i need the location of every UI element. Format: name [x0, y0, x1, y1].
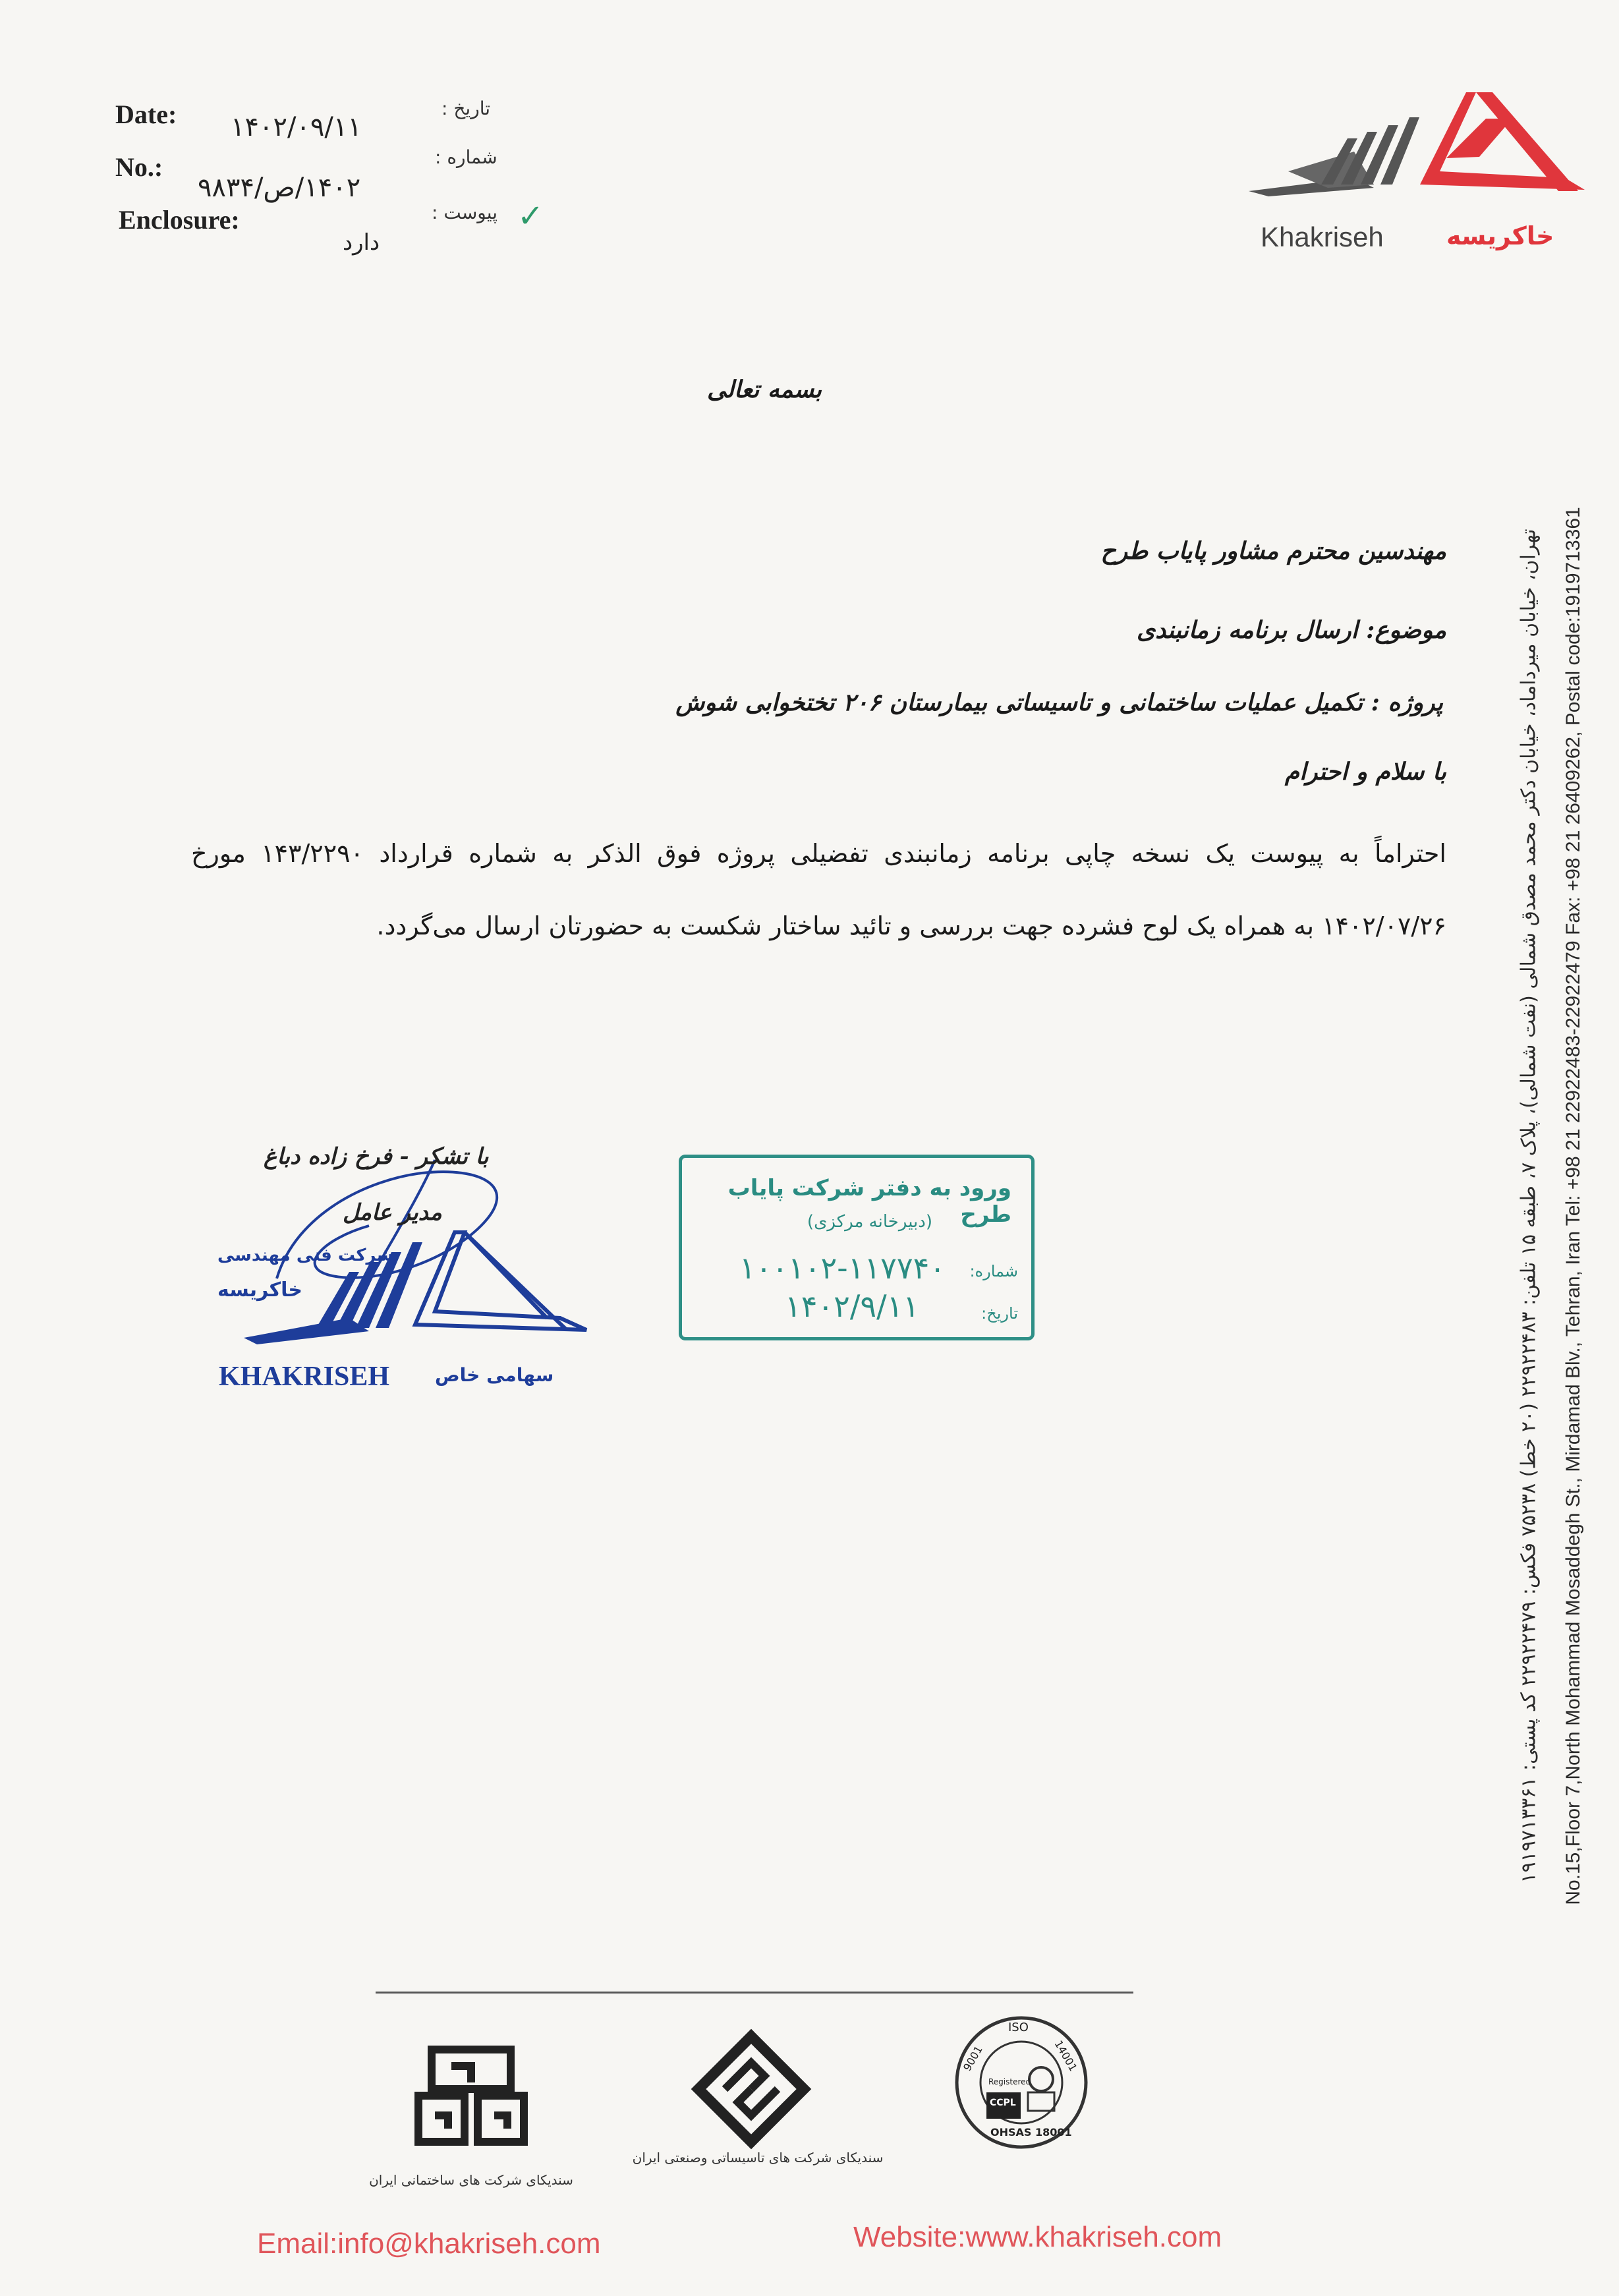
number-label-en: No.: [115, 152, 163, 182]
number-label-fa: شماره : [435, 146, 497, 168]
cert2-caption: سندیکای شرکت های تاسیساتی وصنعتی ایران [632, 2150, 884, 2166]
signature-thanks: با تشکر - فرخ زاده دباغ [264, 1143, 489, 1170]
date-label-fa: تاریخ : [441, 98, 491, 119]
stamp-subtitle: (دبیرخانه مرکزی) [807, 1212, 932, 1232]
stamp-number-value: ۱۰۰۱۰۲-۱۱۷۷۴۰ [739, 1250, 946, 1286]
greeting: با سلام و احترام [1284, 758, 1446, 786]
iso-left: 9001 [960, 2044, 985, 2073]
iso-registered: Registered [988, 2077, 1031, 2086]
date-value: ۱۴۰۲/۰۹/۱۱ [231, 112, 362, 142]
project-line: پروژه : تکمیل عملیات ساختمانی و تاسیساتی بیمارستان ۲۰۶ تختخوابی شوش [675, 689, 1443, 716]
stamp-date-value: ۱۴۰۲/۹/۱۱ [785, 1288, 919, 1324]
subject-line: موضوع: ارسال برنامه زمانبندی [1136, 616, 1446, 644]
enclosure-value: دارد [343, 229, 380, 256]
construction-syndicate-logo-icon [405, 2036, 537, 2168]
enclosure-label-fa: پیوست : [432, 202, 497, 223]
check-mark-icon: ✓ [517, 198, 544, 235]
recipient: مهندسین محترم مشاور پایاب طرح [1100, 537, 1446, 565]
receipt-stamp [679, 1155, 1035, 1340]
date-label-en: Date: [115, 100, 177, 129]
footer-email[interactable]: Email:info@khakriseh.com [257, 2227, 601, 2260]
enclosure-label-en: Enclosure: [119, 205, 240, 235]
installation-syndicate-logo-icon [685, 2023, 817, 2155]
iso-top: ISO [1008, 2021, 1029, 2034]
khakriseh-logo-icon [1249, 79, 1591, 224]
stamp-company-type: سهامی خاص [435, 1364, 554, 1386]
iso-bottom: OHSAS 18001 [990, 2126, 1072, 2138]
stamp-date-label: تاریخ: [981, 1304, 1018, 1323]
footer-website[interactable]: Website:www.khakriseh.com [853, 2221, 1222, 2253]
stamp-company-fa: شرکت فنی مهندسی [217, 1246, 394, 1265]
logo-name-fa: خاکریسه [1446, 221, 1554, 250]
stamp-company-name-fa: خاکریسه [217, 1278, 302, 1302]
iso-right: 14001 [1052, 2038, 1080, 2074]
stamp-company-en: KHAKRISEH [219, 1362, 390, 1392]
footer-divider [376, 1992, 1133, 1994]
stamp-title: ورود به دفتر شرکت پایاب طرح [727, 1175, 1011, 1228]
address-strip [1509, 283, 1588, 2129]
stamp-number-label: شماره: [969, 1262, 1018, 1280]
signature-title: مدیر عامل [343, 1199, 442, 1226]
iso-ccpl: CCPL [990, 2098, 1016, 2108]
invocation: بسمه تعالی [706, 376, 822, 403]
number-value: ۱۴۰۲/ص/۹۸۳۴ [198, 173, 361, 203]
cert1-caption: سندیکای شرکت های ساختمانی ایران [369, 2172, 573, 2188]
address-en: No.15,Floor 7,North Mohammad Mosaddegh St., Mirdamad Blv., Tehran, Iran Tel: +98 21 22922483-22922479 Fax: +98 21 26409262, Postal code:1919713361 [1562, 507, 1584, 1905]
logo-name-en: Khakriseh [1261, 221, 1384, 252]
address-fa: تهران، خیابان میرداماد، خیابان دکتر محمد مصدق شمالی (نفت شمالی)، پلاک ۷، طبقه ۱۵ تلفن: ۲۲۹۲۲۴۸۳ (۲۰ خط) ۷۵۲۳۸ فکس: ۲۲۹۲۲۴۷۹ کد پستی: ۱۹۱۹۷۱۳۳۶۱ [1517, 529, 1541, 1883]
body-paragraph: احتراماً به پیوست یک نسخه چاپی برنامه زمانبندی تفضیلی پروژه فوق الذکر به شماره قرارداد ۱۴۳/۲۲۹۰ مورخ ۱۴۰۲/۰۷/۲۶ به همراه یک لوح فشرده جهت بررسی و تائید ساختار شکست به حضورتان ارسال می‌گردد. [191, 839, 1446, 940]
